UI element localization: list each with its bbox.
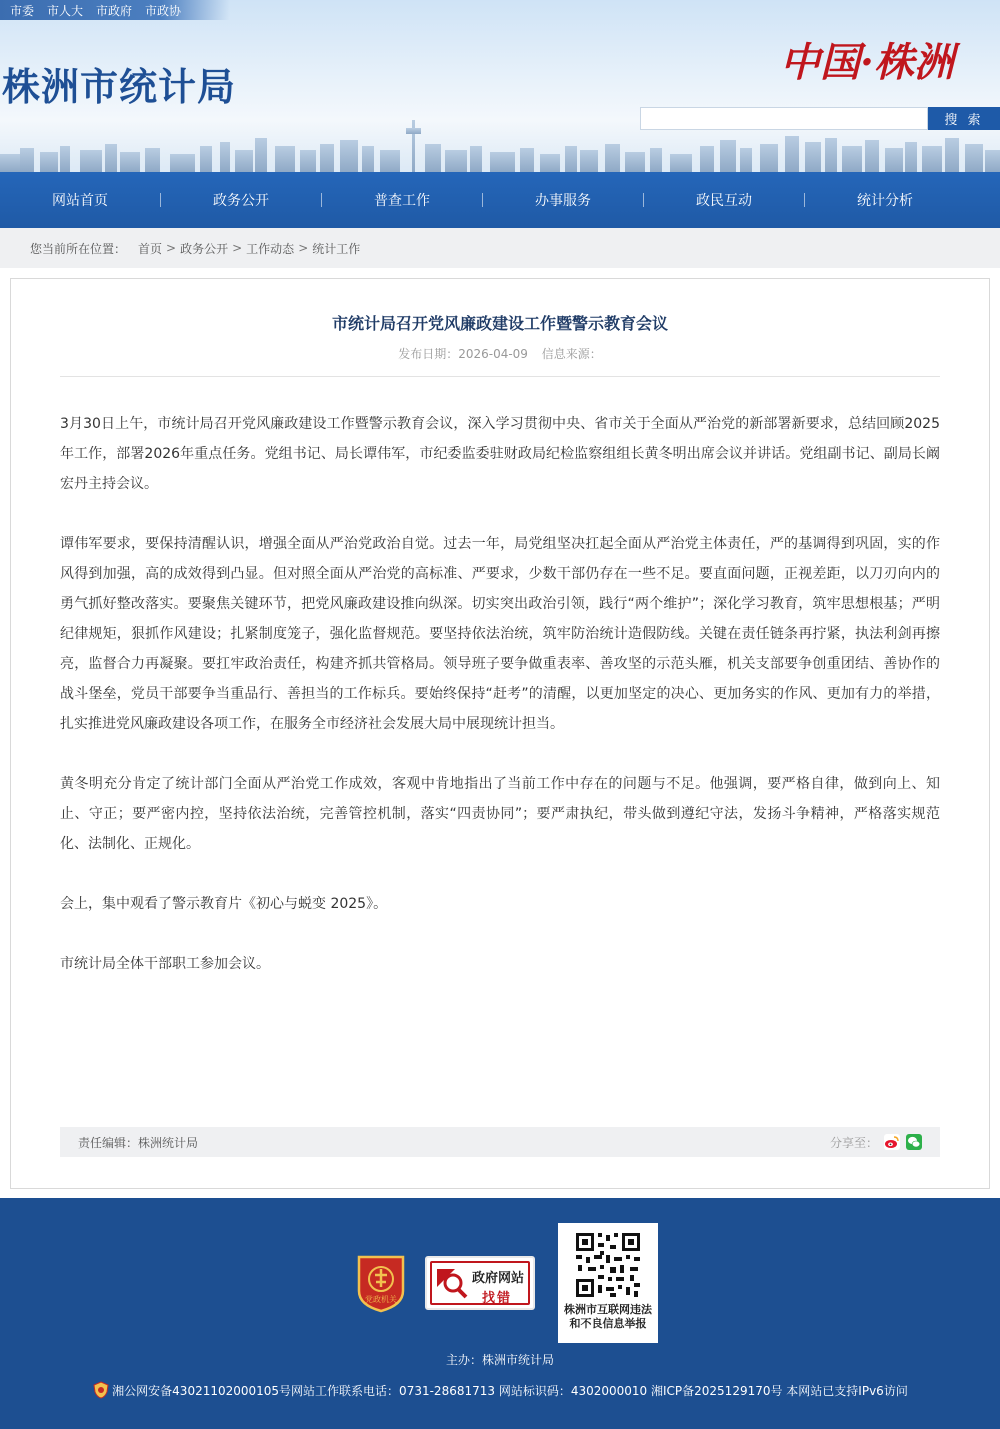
article-meta	[11, 345, 989, 362]
article-footer-bar	[60, 1127, 940, 1157]
article-paragraph: 市统计局全体干部职工参加会议。	[60, 956, 270, 972]
sponsor-text: 主办：株洲市统计局	[445, 1353, 554, 1367]
weibo-share-icon[interactable]	[884, 1134, 900, 1150]
article-paragraph: 3月30日上午，市统计局召开党风廉政建设工作暨警示教育会议，深入学习贯彻中央、省市关于全面从严治党的新部署新要求，总结回顾2025年工作，部署2026年重点任务。党组书记、局长谭伟军，市纪委监委驻财政局纪检监察组组长黄冬明出席会议并讲话。党组副书记、副局长阚宏丹主持会议。	[60, 416, 940, 492]
breadcrumb-separator: >	[298, 241, 309, 255]
qr-caption-line1: 株洲市互联网违法	[564, 1303, 652, 1316]
nav-gov-affairs[interactable]: 政务公开	[213, 193, 269, 209]
article-paragraph: 谭伟军要求，要保持清醒认识，增强全面从严治党政治自觉。过去一年，局党组坚决扛起全面从严治党主体责任，严的基调得到巩固，实的作风得到加强，高的成效得到凸显。但对照全面从严治党的高标准、严要求，少数干部仍存在一些不足。要直面问题，正视差距，以刀刃向内的勇气抓好整改落实。要聚焦关键环节，把党风廉政建设推向纵深。切实突出政治引领，践行“两个维护”；深化学习教育，筑牢思想根基；严明纪律规矩，狠抓作风建设；扎紧制度笼子，强化监督规范。要坚持依法治统，筑牢防治统计造假防线。关键在责任链条再拧紧，执法利剑再擦亮，监督合力再凝聚。要扛牢政治责任，构建齐抓共管格局。领导班子要争做重表率、善攻坚的示范头雁，机关支部要争创重团结、善协作的战斗堡垒，党员干部要争当重品行、善担当的工作标兵。要始终保持“赶考”的清醒，以更加坚定的决心、更加务实的作风、更加有力的举措，扎实推进党风廉政建设各项工作，在服务全市经济社会发展大局中展现统计担当。	[60, 536, 940, 732]
top-link-government[interactable]: 市政府	[96, 3, 133, 18]
nav-interaction[interactable]: 政民互动	[696, 193, 752, 209]
svg-text:中国·株洲: 中国·株洲	[780, 39, 954, 86]
report-qr-card[interactable]	[558, 1223, 658, 1343]
article-container	[10, 278, 990, 1189]
qr-caption	[558, 1303, 658, 1331]
title-divider	[60, 376, 940, 377]
site-footer	[0, 1198, 1000, 1429]
breadcrumb	[0, 228, 1000, 268]
qr-code-icon	[574, 1231, 642, 1299]
article-body	[60, 409, 940, 1009]
top-link-cppcc[interactable]: 市政协	[145, 3, 182, 18]
search-input[interactable]	[640, 107, 928, 130]
top-link-congress[interactable]: 市人大	[47, 3, 84, 18]
police-badge-icon	[92, 1381, 110, 1399]
gov-website-error-report-button[interactable]	[425, 1256, 535, 1310]
legal-text[interactable]: 湘公网安备43021102000105号网站工作联系电话：0731-28681713 网站标识码：4302000010 湘ICP备2025129170号 本网站已支持IPv6访问	[112, 1383, 908, 1398]
wechat-share-icon[interactable]	[906, 1134, 922, 1150]
nav-analysis[interactable]: 统计分析	[857, 193, 913, 209]
qr-caption-line2: 和不良信息举报	[569, 1317, 647, 1330]
responsible-editor: 责任编辑：株洲统计局	[78, 1135, 199, 1150]
magnifier-icon	[437, 1269, 469, 1301]
share-section	[830, 1134, 922, 1151]
site-title: 株洲市统计局	[2, 65, 237, 109]
top-link-party[interactable]: 市委	[10, 3, 35, 18]
top-links-bar	[0, 0, 230, 20]
breadcrumb-gov-affairs[interactable]: 政务公开	[180, 241, 229, 256]
search-button[interactable]: 搜 索	[928, 107, 1000, 130]
china-zhuzhou-calligraphy-logo	[776, 30, 966, 90]
gov-badge-line1: 政府网站	[472, 1271, 525, 1286]
article-paragraph: 会上，集中观看了警示教育片《初心与蜕变 2025》。	[60, 896, 388, 912]
breadcrumb-home[interactable]: 首页	[138, 241, 163, 256]
nav-census[interactable]: 普查工作	[374, 193, 430, 209]
publish-date: 发布日期：2026-04-09	[398, 347, 528, 361]
article-title: 市统计局召开党风廉政建设工作暨警示教育会议	[331, 314, 668, 333]
gov-badge-frame	[430, 1261, 530, 1305]
breadcrumb-stats-work[interactable]: 统计工作	[312, 241, 361, 256]
breadcrumb-separator: >	[166, 241, 177, 255]
breadcrumb-work-news[interactable]: 工作动态	[246, 241, 295, 256]
site-header	[0, 0, 1000, 172]
info-source: 信息来源：	[541, 347, 602, 361]
article-paragraph: 黄冬明充分肯定了统计部门全面从严治党工作成效，客观中肯地指出了当前工作中存在的问题与不足。他强调，要严格自律，做到向上、知止、守正；要严密内控，坚持依法治统，完善管控机制，落实“四责协同”；要严肃执纪，带头做到遵纪守法，发扬斗争精神，严格落实规范化、法制化、正规化。	[60, 776, 940, 852]
share-label: 分享至：	[829, 1135, 878, 1150]
nav-home[interactable]: 网站首页	[52, 193, 108, 209]
nav-services[interactable]: 办事服务	[535, 193, 591, 209]
svg-text:党政机关: 党政机关	[365, 1295, 397, 1304]
breadcrumb-label: 您当前所在位置：	[30, 241, 127, 256]
party-government-badge-icon[interactable]	[355, 1253, 407, 1313]
legal-info-line	[0, 1381, 1000, 1399]
breadcrumb-separator: >	[232, 241, 243, 255]
gov-badge-line2: 找错	[482, 1291, 513, 1306]
main-nav	[0, 172, 1000, 228]
